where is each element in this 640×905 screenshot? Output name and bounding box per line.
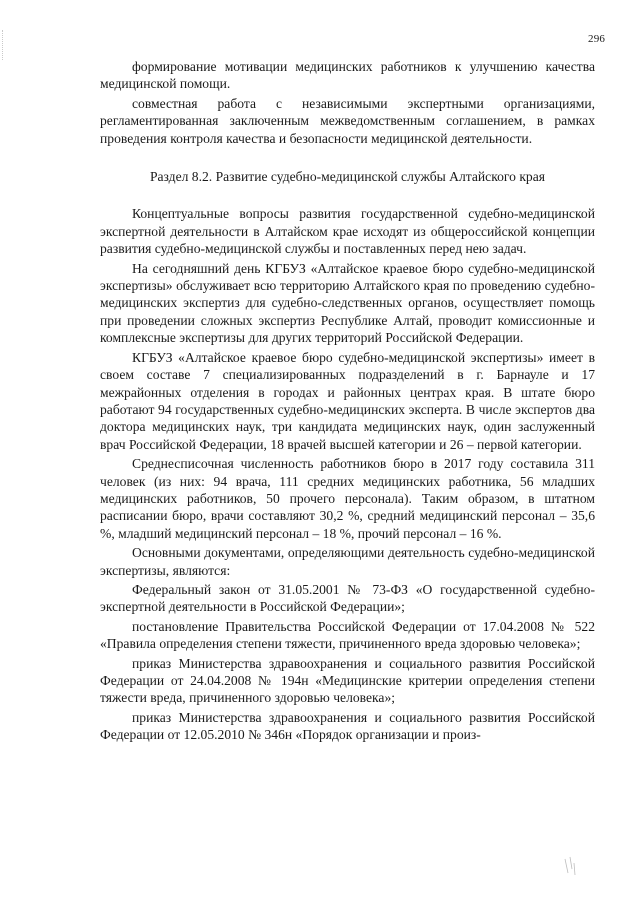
- paragraph: формирование мотивации медицинских работников к улучшению качества медицинской помощи.: [100, 59, 595, 92]
- list-item: приказ Министерства здравоохранения и социального развития Российской Федерации от 12.05.2010 № 346н «Порядок организации и произ-: [100, 709, 595, 743]
- list-item: приказ Министерства здравоохранения и социального развития Российской Федерации от 24.04.2008 № 194н «Медицинские критерии определения степени тяжести вреда, причиненного здоровью человека»;: [100, 655, 595, 706]
- paragraph: КГБУЗ «Алтайское краевое бюро судебно-медицинской экспертизы» имеет в своем составе 7 специализированных подразделений в г. Барнауле и 17 межрайонных отделения в городах и районных центрах края. В штате бюро работают 94 государственных судебно-медицинских эксперта. В числе экспертов два доктора медицинских наук, три кандидата медицинских наук, один заслуженный врач Российской Федерации, 18 врачей высшей категории и 26 – первой категории.: [100, 349, 595, 452]
- paragraph: Среднесписочная численность работников бюро в 2017 году составила 311 человек (из них: 94 врача, 111 средних медицинских работника, 56 младших медицинских работников, 50 прочего персонала). Таким образом, в штатном расписании бюро, врачи составляют 30,2 %, средний медицинский персонал – 35,6 %, младший медицинский персонал – 18 %, прочий персонал – 16 %.: [100, 456, 595, 541]
- list-item: Федеральный закон от 31.05.2001 № 73-ФЗ «О государственной судебно-экспертной деятельности в Российской Федерации»;: [100, 581, 595, 615]
- paragraph: совместная работа с независимыми экспертными организациями, регламентированная заключенным межведомственным соглашением, в рамках проведения контроля качества и безопасности медицинской деятельности.: [100, 95, 595, 146]
- paragraph: Основными документами, определяющими деятельность судебно-медицинской экспертизы, являются:: [100, 545, 595, 578]
- list-item: постановление Правительства Российской Федерации от 17.04.2008 № 522 «Правила определения степени тяжести, причиненного вреда здоровью человека»;: [100, 618, 595, 652]
- scan-margin-marks: [2, 30, 7, 60]
- section-heading: Раздел 8.2. Развитие судебно-медицинской службы Алтайского края: [149, 169, 546, 185]
- paragraph: На сегодняшний день КГБУЗ «Алтайское краевое бюро судебно-медицинской экспертизы» обслуживает всю территорию Алтайского края по проведению судебно-медицинских экспертиз для судебно-следственных органов, осуществляет помощь при проведении сложных экспертиз Республике Алтай, проводит комиссионные и комплексные экспертизы для других территорий Российской Федерации.: [100, 260, 595, 346]
- paragraph: Концептуальные вопросы развития государственной судебно-медицинской экспертной деятельности в Алтайском крае исходят из общероссийской концепции развития судебно-медицинской службы и поставленных перед нею задач.: [100, 206, 595, 257]
- scan-mark: [563, 855, 577, 895]
- document-body: [100, 58, 595, 744]
- page-number: 296: [588, 33, 606, 45]
